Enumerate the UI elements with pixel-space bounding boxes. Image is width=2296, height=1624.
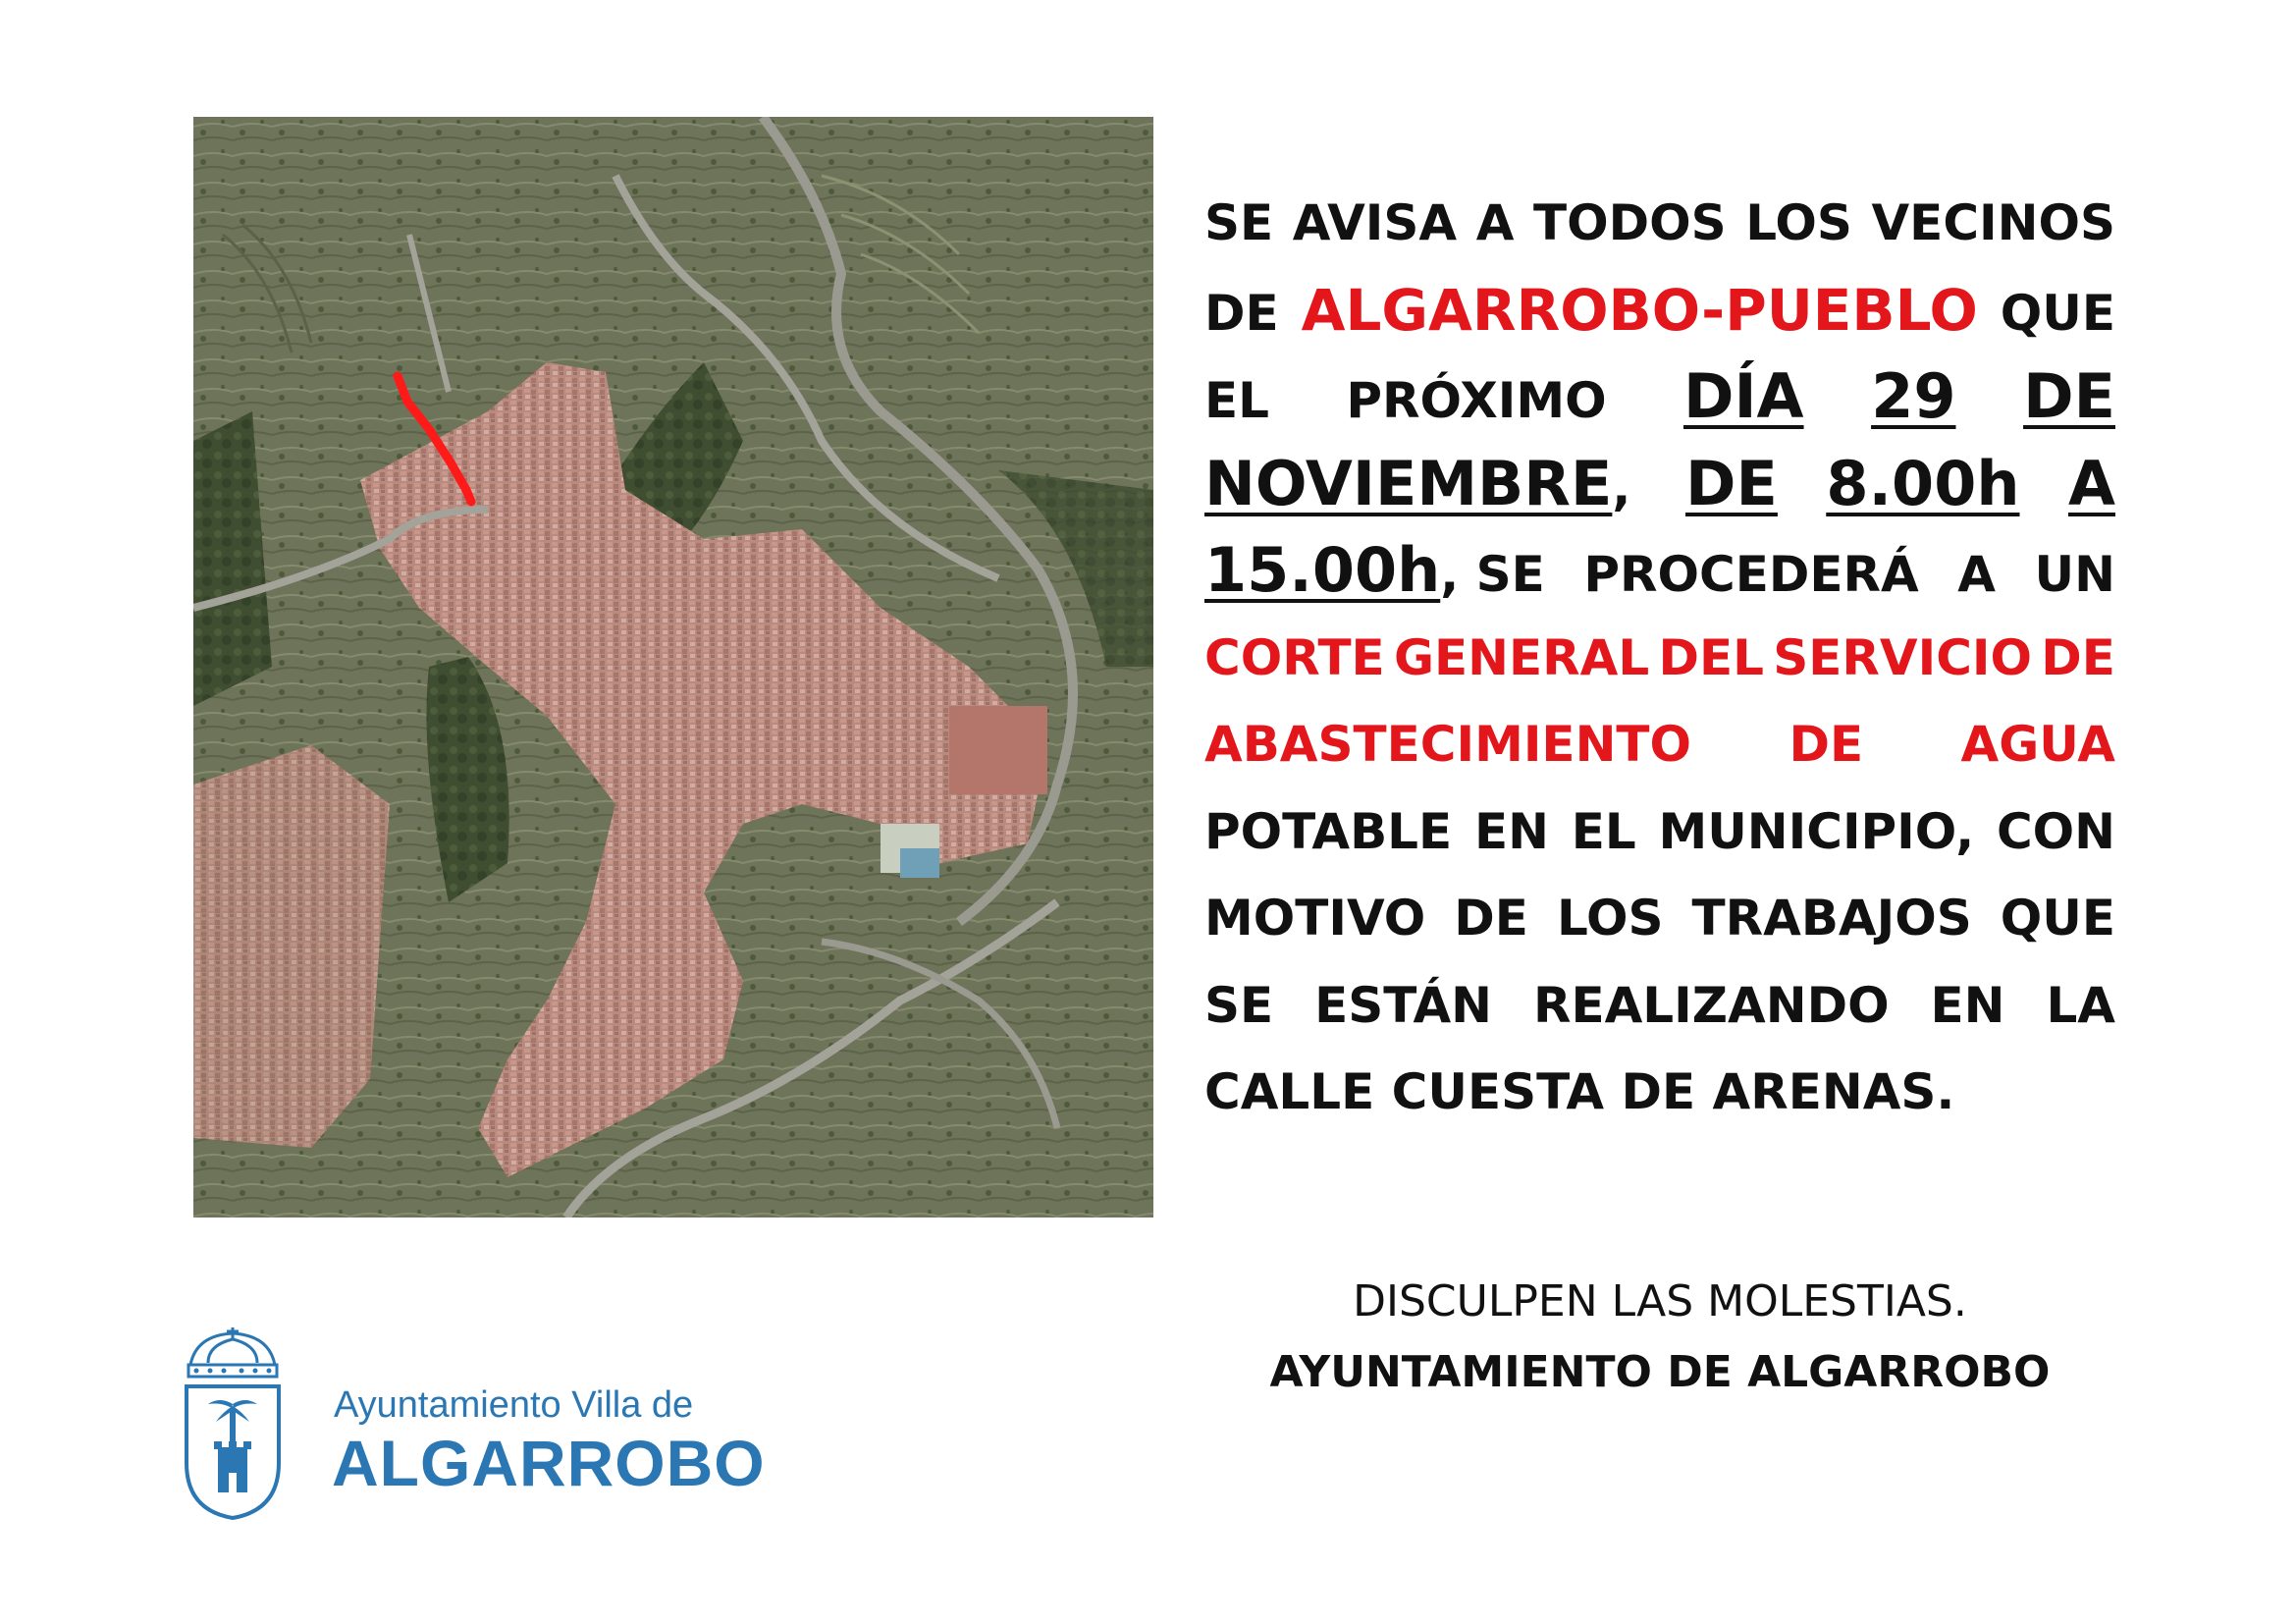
town-hall-logo [175, 1326, 774, 1522]
notice-word: CON [1996, 802, 2115, 860]
notice-word: , SE [1440, 546, 1545, 603]
notice-word: VECINOS [1871, 194, 2115, 251]
notice-word: EN [1473, 802, 1549, 860]
notice-word: CALLE CUESTA DE ARENAS. [1204, 1063, 1955, 1120]
notice-line-10 [1204, 962, 2115, 1050]
notice-word: EL [1204, 372, 1270, 429]
notice-word: TODOS [1533, 194, 1727, 251]
notice-word: REALIZANDO [1532, 976, 1890, 1034]
time-range-end: 15.00h [1204, 534, 1441, 606]
notice-word: UN [2034, 546, 2115, 603]
notice-word: LA [2046, 976, 2115, 1034]
notice-word: SE [1204, 976, 1274, 1034]
notice-word: MUNICIPIO, [1658, 802, 1975, 860]
date-word: DE [2023, 360, 2115, 432]
notice-line-1 [1204, 180, 2115, 267]
notice-word: A [1957, 546, 1996, 603]
time-range-start [1685, 441, 2115, 528]
notice-word: LOS [1556, 890, 1664, 947]
time-word: 8.00h [1826, 447, 2020, 519]
notice-word: , [1612, 459, 1631, 516]
notice-word: AGUA [1960, 716, 2115, 773]
notice-line-9 [1204, 875, 2115, 962]
notice-word: A [1475, 194, 1515, 251]
notice-line-7 [1204, 701, 2115, 788]
notice-word: DE [2041, 628, 2115, 686]
notice-word: SE [1204, 194, 1274, 251]
notice-word: DEL [1658, 628, 1765, 686]
date-word: DÍA [1683, 360, 1804, 432]
apology-text: DISCULPEN LAS MOLESTIAS. [1353, 1276, 1967, 1326]
notice-word: PRÓXIMO [1346, 372, 1607, 429]
notice-word: DE [1789, 716, 1864, 773]
time-word: A [2068, 447, 2115, 519]
notice-word: EN [1930, 976, 2005, 1034]
notice-word: CORTE [1204, 628, 1385, 686]
notice-word: QUE [2000, 890, 2115, 947]
date-day [1683, 353, 2115, 441]
notice-line-3 [1204, 353, 2115, 441]
notice-word: DE [1454, 890, 1528, 947]
place-name: ALGARROBO-PUEBLO [1301, 276, 1978, 344]
notice-text [1204, 180, 2115, 1136]
notice-word: TRABAJOS [1691, 890, 1972, 947]
date-month: NOVIEMBRE [1204, 447, 1613, 519]
notice-word: AVISA [1292, 194, 1458, 251]
time-word: DE [1685, 447, 1778, 519]
notice-word: GENERAL [1393, 628, 1650, 686]
notice-word: LOS [1745, 194, 1852, 251]
logo-subtitle: Ayuntamiento Villa de [334, 1384, 694, 1426]
notice-word: PROCEDERÁ [1583, 546, 1919, 603]
signature: AYUNTAMIENTO DE ALGARROBO [1269, 1347, 2051, 1397]
date-word: 29 [1871, 360, 1956, 432]
notice-line-5 [1204, 527, 2115, 615]
closing-block [1204, 1267, 2115, 1408]
aerial-map-photo [193, 117, 1153, 1218]
coat-of-arms-icon [179, 1326, 287, 1522]
notice-line-11 [1204, 1049, 2115, 1136]
notice-line-8 [1204, 788, 2115, 876]
notice-word: EL [1571, 802, 1636, 860]
notice-word: MOTIVO [1204, 890, 1426, 947]
notice-line-2 [1204, 267, 2115, 354]
notice-word: QUE [2000, 284, 2115, 342]
notice-word: POTABLE [1204, 802, 1453, 860]
notice-word: SERVICIO [1773, 628, 2033, 686]
notice-word: ABASTECIMIENTO [1204, 716, 1692, 773]
notice-word: DE [1204, 284, 1279, 342]
notice-line-4 [1204, 441, 2115, 528]
logo-title: ALGARROBO [332, 1427, 766, 1499]
notice-word: ESTÁN [1314, 976, 1493, 1034]
notice-line-6 [1204, 615, 2115, 702]
